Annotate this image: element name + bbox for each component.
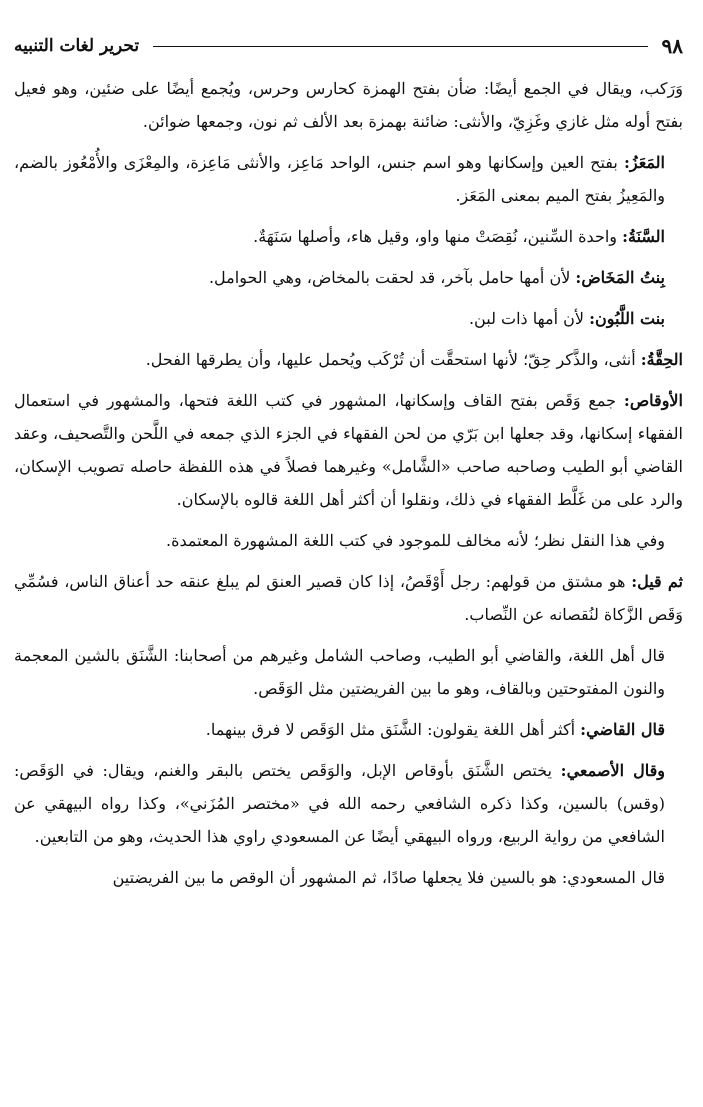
paragraph: وَرَكب، ويقال في الجمع أيضًا: ضأن بفتح الهمزة كحارس وحرس، ويُجمع أيضًا على ضئين، وهو فعيل بفتح أوله مثل غازي وغَزِيّ، والأنثى: ضائنة بهمزة بعد الألف ثم نون، وجمعها ضوائن.: [14, 79, 683, 131]
running-title: تحرير لغات التنبيه: [14, 36, 140, 56]
paragraph: بنت اللَّبُون: لأن أمها ذات لبن.: [468, 309, 665, 328]
paragraph: الحِقَّةُ: أنثى، والذَّكر حِقّ؛ لأنها استحقَّت أن تُرْكَب ويُحمل عليها، وأن يطرقها الفحل.: [145, 350, 683, 369]
entry-term: بنت اللَّبُون:: [589, 309, 665, 328]
paragraph: بِنتُ المَخَاض: لأن أمها حامل بآخر، قد لحقت بالمخاض، وهي الحوامل.: [208, 268, 665, 287]
entry-term: ثم قيل:: [631, 572, 684, 591]
entry-term: السَّنَةُ:: [622, 227, 665, 246]
page-number: ٩٨: [661, 34, 683, 58]
paragraph: السَّنَةُ: واحدة السِّنين، نُقِصَتْ منها واو، وقيل هاء، وأصلها سَنَهَةٌ.: [253, 227, 665, 246]
paragraph: قال القاضي: أكثر أهل اللغة يقولون: الشَّنَق مثل الوَقَص لا فرق بينهما.: [205, 720, 665, 739]
page-body: [14, 72, 683, 902]
paragraph: وفي هذا النقل نظر؛ لأنه مخالف للموجود في كتب اللغة المشهورة المعتمدة.: [165, 531, 665, 550]
paragraph: قال المسعودي: هو بالسين فلا يجعلها صادًا، ثم المشهور أن الوقص ما بين الفريضتين: [112, 868, 665, 887]
paragraph: المَعَزُ: بفتح العين وإسكانها وهو اسم جنس، الواحد مَاعِز، والأنثى مَاعِزة، والمِعْزَى والأُمْعُوز بالضم، والمَعِيزُ بفتح الميم بمعنى المَعَز.: [14, 153, 665, 205]
paragraph: ثم قيل: هو مشتق من قولهم: رجل أَوْقَصُ، إذا كان قصير العنق لم يبلغ عنقه حد أعناق الناس، فسُمِّي وَقَص الزَّكاة لنُقصانه عن النِّصاب.: [14, 572, 684, 624]
entry-term: الحِقَّةُ:: [640, 350, 683, 369]
paragraph: وقال الأصمعي: يختص الشَّنَق بأوقاص الإبل، والوَقَص يختص بالبقر والغنم، ويقال: في الوَقَص: (وقس) بالسين، وكذا ذكره الشافعي رحمه الله في «مختصر المُزَني»، وكذا رواه البيهقي عن الشافعي من رواية الربيع، ورواه البيهقي أيضًا عن المسعودي راوي هذا الحديث، وهو من التابعين.: [14, 761, 666, 846]
entry-term: المَعَزُ:: [623, 153, 665, 172]
entry-term: وقال الأصمعي:: [560, 761, 666, 780]
entry-term: بِنتُ المَخَاض:: [575, 268, 665, 287]
paragraph: الأوقاص: جمع وَقَص بفتح القاف وإسكانها، المشهور في كتب اللغة فتحها، والمشهور في استعمال الفقهاء إسكانها، وقد جعلها ابن بَرّي من لحن الفقهاء في الجزء الذي جمعه في اللَّحن والتَّصحيف، وعقد القاضي أبو الطيب وصاحبه صاحب «الشَّامل» وغيرهما فصلاً في هذه اللفظة حاصله تصويب الإسكان، والرد على من غَلَّط الفقهاء في ذلك، ونقلوا أن أكثر أهل اللغة قالوه بالإسكان.: [14, 391, 683, 509]
page-header: [14, 30, 683, 62]
entry-term: الأوقاص:: [623, 391, 683, 410]
paragraph: قال أهل اللغة، والقاضي أبو الطيب، وصاحب الشامل وغيرهم من أصحابنا: الشَّنَق بالشين المعجمة والنون المفتوحتين وبالقاف، وهو ما بين الفريضتين مثل الوَقَص.: [14, 646, 665, 698]
entry-term: قال القاضي:: [580, 720, 665, 739]
header-rule: [153, 46, 647, 47]
